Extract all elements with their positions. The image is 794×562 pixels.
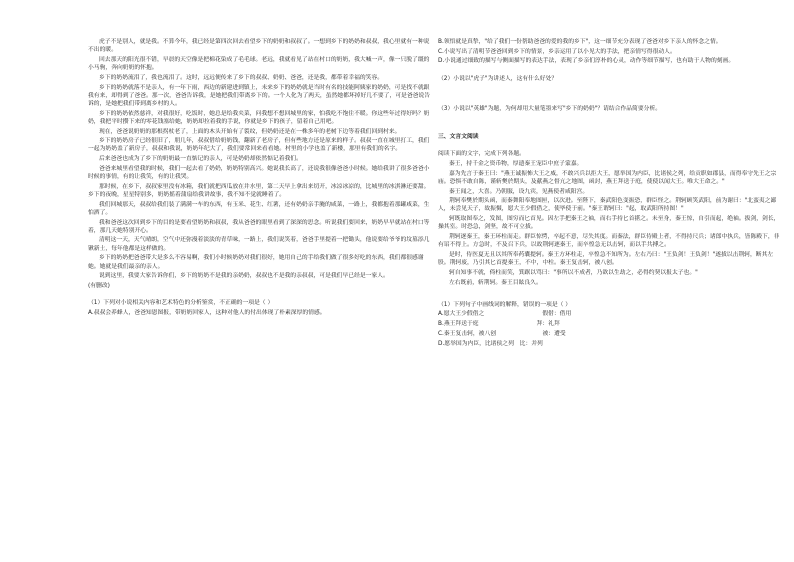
option-a: A.愿大王少假借之 假借：借用 (438, 311, 572, 318)
instruction: 阅读下面的文字，完成下列各题。 (438, 151, 525, 158)
classical-paragraph: 荆轲奉樊於期头函，而秦舞阳奉地图匣，以次进。至陛下，秦武阳色变振恐，群臣怪之。荆轲顾笑武阳，前为谢曰："北蛮夷之鄙人，未尝见天子，故振慑，愿大王少假借之，使毕使于前。"秦王谓轲曰："起，取武阳所持图！" (438, 198, 777, 213)
classical-paragraph: 秦王闻之，大喜。乃朝服，设九宾，见燕使者咸阳宫。 (449, 188, 589, 195)
classical-paragraph: 轲自知事不就，倚柱而笑，箕踞以骂曰："事所以不成者，乃欲以生劫之，必得约契以报太子也。" (449, 269, 698, 276)
source-note: (有删改) (88, 282, 110, 289)
passage-paragraph: 乡下的奶奶流泪了，我也流泪了。这时，远远便传来了乡下的叔叔、奶奶、爸爸，还是我，都带着幸福的笑容。 (99, 74, 384, 81)
passage-paragraph: 后来爸爸也成为了乡下的奶奶最一直惦记的亲人，可是奶奶却依然惦记着我们。 (99, 156, 302, 163)
classical-paragraph: 是时，侍医夏无且以其所奉药囊提轲。秦王方环柱走，卒惶急不知所为。左右乃曰："王负剑！王负剑！"遂拔以击荆轲，断其左股。荆轲废，乃引其匕首提秦王，不中，中柱。秦王复击轲，被八创。 (438, 251, 774, 267)
passage-paragraph: 我和爸爸这次回到乡下的目的是要看望奶奶和叔叔，我从爸爸的眼里看到了深深的思念。听说我们要回来，奶奶早早就站在村口等着，那几天她特别开心。 (88, 219, 430, 234)
question-2: （2）小说以"虎子"为讲述人，这有什么好处？ (438, 75, 558, 82)
passage-paragraph: 乡下的奶奶就落不是亲人，有一年下雨，西边的新建进到镇上，未来乡下的奶奶就是当时有名的技能阿姨家的奶奶，可是找不就跟我有来，却得到了爸爸。那一次，爸爸告诉我，是她把我们带离乡下的。一个人化为了两天，虽然她都坏掉好几不要了，可是爸爸说告诉的，是她把我们带到离乡村的人。 (88, 84, 431, 107)
classical-paragraph: 荆轲逐秦王，秦王环柱而走。群臣惊愕，卒起不意，尽失其度。而秦法，群臣侍殿上者，不得持尺兵；诸郎中执兵，皆陈殿下，非有诏不得上。方急时，不及召下兵，以故荆轲逐秦王，而卒惶急无以击轲，而以手共搏之。 (438, 234, 780, 249)
option-c: C.小说写出了清明节爸爸回到乡下的情景，乡亲运用了以小见大的手法，把亲情写得很动人。 (438, 48, 676, 55)
passage-paragraph: 回去那天的阳光很不错，早晨的天空像是把棉花染成了毛毛球。老远，我就看见了站在村口的奶奶，我大喊一声，像一只脱了缰的小马驹，奔向奶奶的怀抱。 (88, 56, 430, 72)
passage-paragraph: 乡下的奶奶依然慈祥，对我很好，吃饭时，她总是给我夹菜，问我想不想回城里的家，怕我吃不饱住不暖。你这些年过得好吗？奶奶，我把平时攒下来的零花钱塞给她，奶奶却拉着我的手说，你就是乡下的孩子，留着自己用吧。 (88, 110, 430, 125)
classical-paragraph: 左右既前，斩荆轲。秦王目眩良久。 (449, 279, 542, 286)
right-column (438, 38, 784, 349)
option-d: D.愿举国为内臣，比诸侯之列 比：并列 (438, 340, 543, 347)
passage-paragraph: 乡下的奶奶房子已经很旧了，朋几年，叔叔借给奶奶钱，翻新了老房子，但有些地方还是原来的样子。叔叔一直在城里打工，我们一起为奶奶盖了新房子，叔叔和我说，奶奶年纪大了，我们要常回来看看她。村里的小学也盖了新楼，那里有我们的名字。 (88, 138, 430, 153)
classical-paragraph: 秦王，持千金之资币物，厚遗秦王宠臣中庶子蒙嘉。 (449, 160, 583, 167)
passage-paragraph: 乡下的奶奶把爸爸带大是多么不容易啊，我们小时候奶奶对我们很好，她用自己的手给我们做了很多好吃的东西，我们都很感谢她。她就是我们最亲的亲人。 (88, 255, 424, 270)
option-b: B.燕王拜送于庭 拜：礼拜 (438, 321, 560, 328)
passage-paragraph: 那时候，在乡下，叔叔家里没有冰箱，我们就把西瓜放在井水里，第二天早上拿出来切开，冰凉冰凉的，比城里的冰淇淋还要甜。乡下的夜晚，星星特别多，奶奶摇着蒲扇给我讲故事，我不知不觉就睡着了。 (88, 183, 430, 198)
option-b: B.领悟就是真挚，"给了我们一份帮助爸爸的爱的我的乡下"，这一细节充分表现了爸爸对乡下亲人的怀念之情。 (438, 39, 722, 45)
section-heading: 三、文言文阅读 (438, 134, 479, 141)
question-1-classical: （1）下列句子中画线词的解释，错误的一项是（ ） (438, 301, 572, 308)
classical-paragraph: 嘉为先言于秦王曰："燕王诚振怖大王之威，不敢兴兵以拒大王，愿举国为内臣，比诸侯之列，给贡职如郡县，而得奉守先王之宗庙。恐惧不敢自陈，谨斩樊於期头，及献燕之督亢之地图，函封，燕王拜送于庭，使使以闻大王。唯大王命之。" (438, 170, 777, 185)
option-d: D.小说通过细致的描写与侧面描写的表达手法，表现了乡亲们淳朴的心灵，动作等细节描写，也有助于人物的刻画。 (438, 58, 735, 65)
question-3: （3）小说以"英雄"为题，为何却用大量笔墨来写"乡下的奶奶"？请结合作品简要分析。 (438, 105, 662, 112)
option-c: C.秦王复击轲，被八创 被：遭受 (438, 330, 566, 337)
passage-paragraph: 清明这一天，天气晴朗，空气中还弥漫着淡淡的青草味，一路上，我们说笑着，爸爸手里提着一把锄头，他说要给爷爷的坟墓添几锹新土，每年他都是这样做的。 (88, 237, 430, 252)
passage-paragraph: 现在，爸爸说奶奶的那根拐杖老了，上面的木头开始有了裂纹，但奶奶还是在一株多年的老树下边等着我们回到村来。 (99, 128, 401, 135)
passage-paragraph: 爸爸来城里看望我的时候，我们一起去看了奶奶，奶奶特别高兴。她说我长高了，还说我很像爸爸小时候。她给我讲了很多爸爸小时候的事情，有的让我笑，有的让我哭。 (88, 165, 430, 181)
passage-paragraph: 虎子不是别人，就是我。不算今年，我已经是第四次回去看望乡下的奶奶和叔叔了。一想到乡下的奶奶和叔叔，我心里就有一种说不出的暖。 (88, 39, 430, 54)
left-column (88, 38, 434, 319)
classical-paragraph: 轲既取图奉之，发图，图穷而匕首见。因左手把秦王之袖，而右手持匕首揕之。未至身，秦王惊，自引而起，绝袖。拔剑，剑长，操其室。时恐急，剑坚，故不可立拔。 (438, 216, 780, 231)
question-1: （1）下列对小说相关内容和艺术特色的分析鉴赏，不正确的一项是（ ） (88, 300, 274, 307)
option-a: A.叔叔会养蜂人，爸爸知恩图报，带奶奶回家人，这种对他人的付出体现了朴素深厚的情感。 (88, 309, 326, 316)
passage-paragraph: 说到这里，我要大家告诉你们，乡下的奶奶不是我的亲奶奶，叔叔也不是我的亲叔叔，可是我们早已经是一家人。 (99, 273, 389, 280)
passage-paragraph: 我们回城那天，叔叔给我们装了满满一车的东西，有玉米、花生、红薯，还有奶奶亲手腌的咸菜，一路上，我都抱着那罐咸菜，生怕洒了。 (88, 201, 430, 216)
